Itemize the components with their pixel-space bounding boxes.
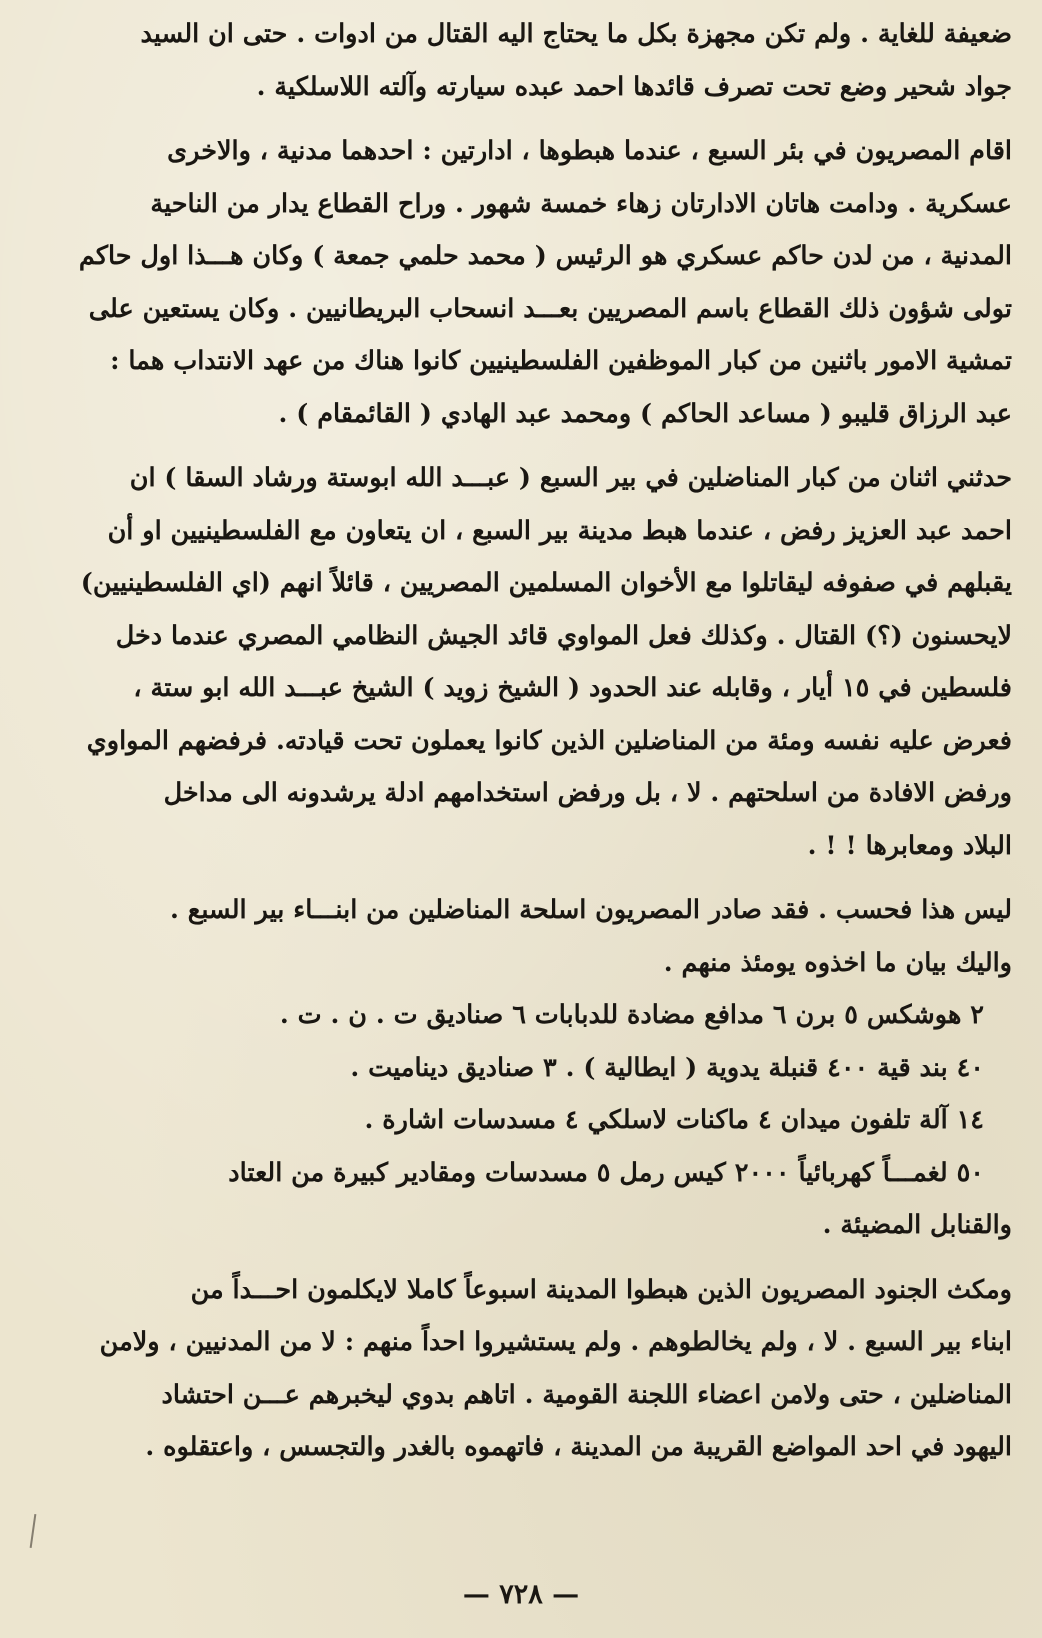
list-item: ٢ هوشكس ٥ برن ٦ مدافع مضادة للدبابات ٦ صناديق ت . ن . ت . (279, 1000, 984, 1030)
text-line: اليهود في احد المواضع القريبة من المدينة ، فاتهموه بالغدر والتجسس ، واعتقلوه . (145, 1432, 1012, 1462)
text-line: جواد شحير وضع تحت تصرف قائدها احمد عبده سيارته وآلته اللاسلكية . (256, 71, 1012, 102)
text-line: حدثني اثنان من كبار المناضلين في بير السبع ( عبـــد الله ابوستة ورشاد السقا ) ان (129, 463, 1012, 493)
text-line: احمد عبد العزيز رفض ، عندما هبط مدينة بير السبع ، ان يتعاون مع الفلسطينيين او أن (107, 515, 1012, 546)
list-item-continuation: والقنابل المضيئة . (822, 1210, 1012, 1240)
text-line: واليك بيان ما اخذوه يومئذ منهم . (663, 947, 1012, 978)
text-line: المناضلين ، حتى ولامن اعضاء اللجنة القومية . اتاهم بدوي ليخبرهم عـــن احتشاد (161, 1379, 1012, 1410)
paragraph-4 (40, 884, 1012, 989)
seized-weapons-list (40, 989, 1012, 1252)
list-item: ٥٠ لغمـــاً كهربائياً ٢٠٠٠ كيس رمل ٥ مسدسات ومقادير كبيرة من العتاد (228, 1157, 984, 1188)
paragraph-6 (40, 1264, 1012, 1474)
text-line: ورفض الافادة من اسلحتهم . لا ، بل ورفض استخدامهم ادلة يرشدونه الى مداخل (163, 778, 1012, 808)
text-line: المدنية ، من لدن حاكم عسكري هو الرئيس ( محمد حلمي جمعة ) وكان هـــذا اول حاكم (78, 241, 1012, 271)
text-line: ومكث الجنود المصريون الذين هبطوا المدينة اسبوعاً كاملا لايكلمون احـــداً من (190, 1274, 1012, 1305)
text-line: اقام المصريون في بئر السبع ، عندما هبطوها ، ادارتين : احدهما مدنية ، والاخرى (167, 136, 1012, 166)
text-line: ليس هذا فحسب . فقد صادر المصريون اسلحة المناضلين من ابنـــاء بير السبع . (170, 895, 1012, 925)
page-body-text (40, 8, 1012, 1474)
text-line: فعرض عليه نفسه ومئة من المناضلين الذين كانوا يعملون تحت قيادته. فرفضهم المواوي (86, 725, 1012, 756)
text-line: فلسطين في ١٥ أيار ، وقابله عند الحدود ( الشيخ زويد ) الشيخ عبـــد الله ابو ستة ، (133, 673, 1012, 703)
page-number: — ٧٢٨ — (462, 1579, 580, 1610)
text-line: عبد الرزاق قليبو ( مساعد الحاكم ) ومحمد عبد الهادي ( القائمقام ) . (278, 398, 1012, 429)
margin-pen-mark (30, 1514, 37, 1548)
text-line: ضعيفة للغاية . ولم تكن مجهزة بكل ما يحتاج اليه القتال من ادوات . حتى ان السيد (140, 19, 1012, 49)
paragraph-2 (40, 125, 1012, 440)
text-line: لايحسنون (؟) القتال . وكذلك فعل المواوي قائد الجيش النظامي المصري عندما دخل (115, 620, 1012, 651)
text-line: عسكرية . ودامت هاتان الادارتان زهاء خمسة شهور . وراح القطاع يدار من الناحية (150, 188, 1012, 219)
paragraph-3 (40, 452, 1012, 872)
list-item: ٤٠ بند قية ٤٠٠ قنبلة يدوية ( ايطالية ) . ٣ صناديق ديناميت . (350, 1052, 984, 1083)
text-line: البلاد ومعابرها ! ! . (807, 830, 1012, 861)
text-line: يقبلهم في صفوفه ليقاتلوا مع الأخوان المسلمين المصريين ، قائلاً انهم (اي الفلسطينيين) (80, 568, 1012, 598)
paragraph-1 (40, 8, 1012, 113)
text-line: تولى شؤون ذلك القطاع باسم المصريين بعـــد انسحاب البريطانيين . وكان يستعين على (88, 293, 1012, 324)
text-line: تمشية الامور باثنين من كبار الموظفين الفلسطينيين كانوا هناك من عهد الانتداب هما : (110, 346, 1012, 376)
text-line: ابناء بير السبع . لا ، ولم يخالطوهم . ولم يستشيروا احداً منهم : لا من المدنيين ، ولامن (99, 1327, 1012, 1357)
list-item: ١٤ آلة تلفون ميدان ٤ ماكنات لاسلكي ٤ مسدسات اشارة . (364, 1105, 984, 1135)
